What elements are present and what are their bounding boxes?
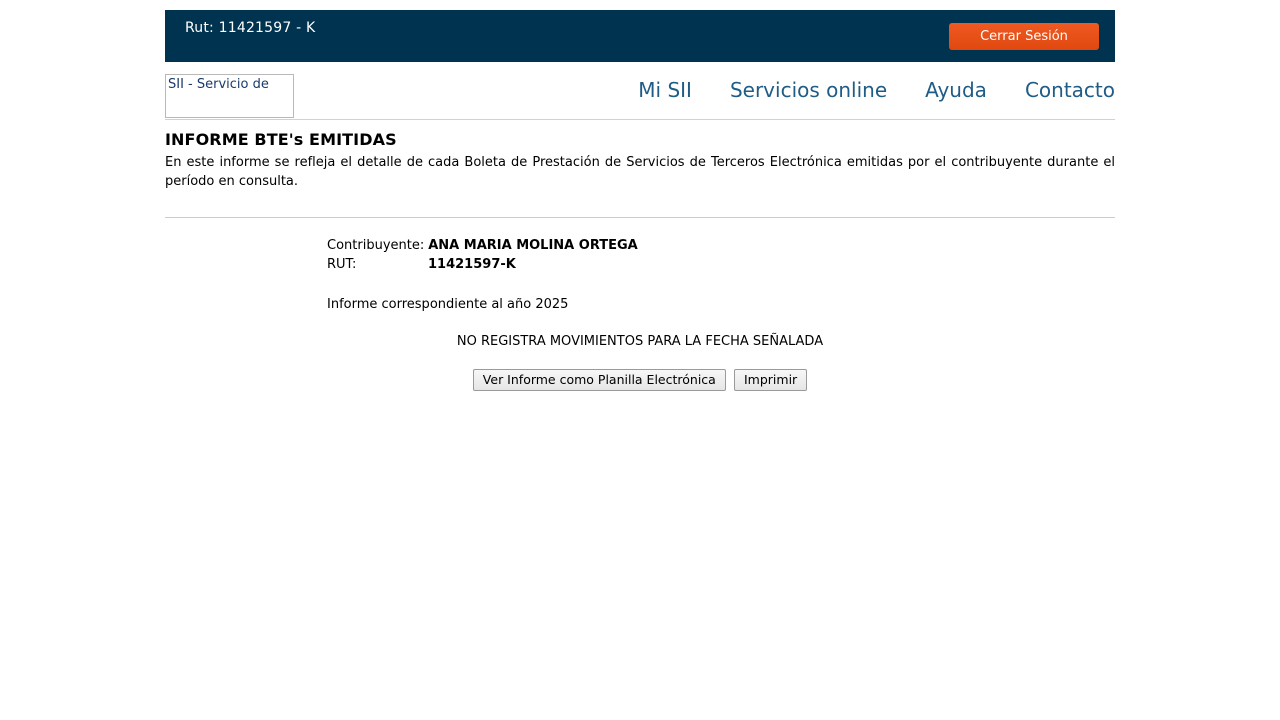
page-title: INFORME BTE's EMITIDAS bbox=[165, 130, 397, 149]
report-description: En este informe se refleja el detalle de cada Boleta de Prestación de Servicios de Terceros Electrónica emitidas por el contribuyente durante el período en consulta. bbox=[165, 155, 1115, 189]
no-records-message: NO REGISTRA MOVIMIENTOS PARA LA FECHA SEÑALADA bbox=[456, 334, 824, 349]
session-rut-label: Rut: 11421597 - K bbox=[185, 20, 316, 36]
section-divider bbox=[165, 217, 1115, 218]
sii-logo-broken-image[interactable] bbox=[165, 74, 294, 118]
print-button[interactable]: Imprimir bbox=[734, 369, 807, 391]
site-header bbox=[165, 62, 1115, 120]
taxpayer-name-row bbox=[327, 236, 638, 255]
logout-button[interactable]: Cerrar Sesión bbox=[949, 23, 1099, 50]
nav-item-mi-sii[interactable]: Mi SII bbox=[638, 78, 692, 102]
main-navigation bbox=[638, 78, 1115, 102]
report-actions bbox=[165, 369, 1115, 391]
taxpayer-rut-row bbox=[327, 255, 638, 274]
top-session-bar bbox=[165, 10, 1115, 62]
logo-alt-text: SII - Servicio de bbox=[168, 77, 269, 92]
rut-label: RUT: bbox=[327, 257, 357, 272]
report-period: Informe correspondiente al año 2025 bbox=[327, 297, 569, 312]
rut-value: 11421597-K bbox=[428, 257, 516, 272]
report-intro-block bbox=[165, 130, 1115, 218]
nav-item-ayuda[interactable]: Ayuda bbox=[925, 78, 987, 102]
view-as-spreadsheet-button[interactable]: Ver Informe como Planilla Electrónica bbox=[473, 369, 726, 391]
nav-item-servicios-online[interactable]: Servicios online bbox=[729, 78, 888, 102]
contribuyente-label: Contribuyente: bbox=[327, 238, 425, 253]
nav-item-contacto[interactable]: Contacto bbox=[1024, 78, 1115, 102]
contribuyente-value: ANA MARIA MOLINA ORTEGA bbox=[428, 238, 638, 253]
taxpayer-info bbox=[327, 236, 638, 274]
